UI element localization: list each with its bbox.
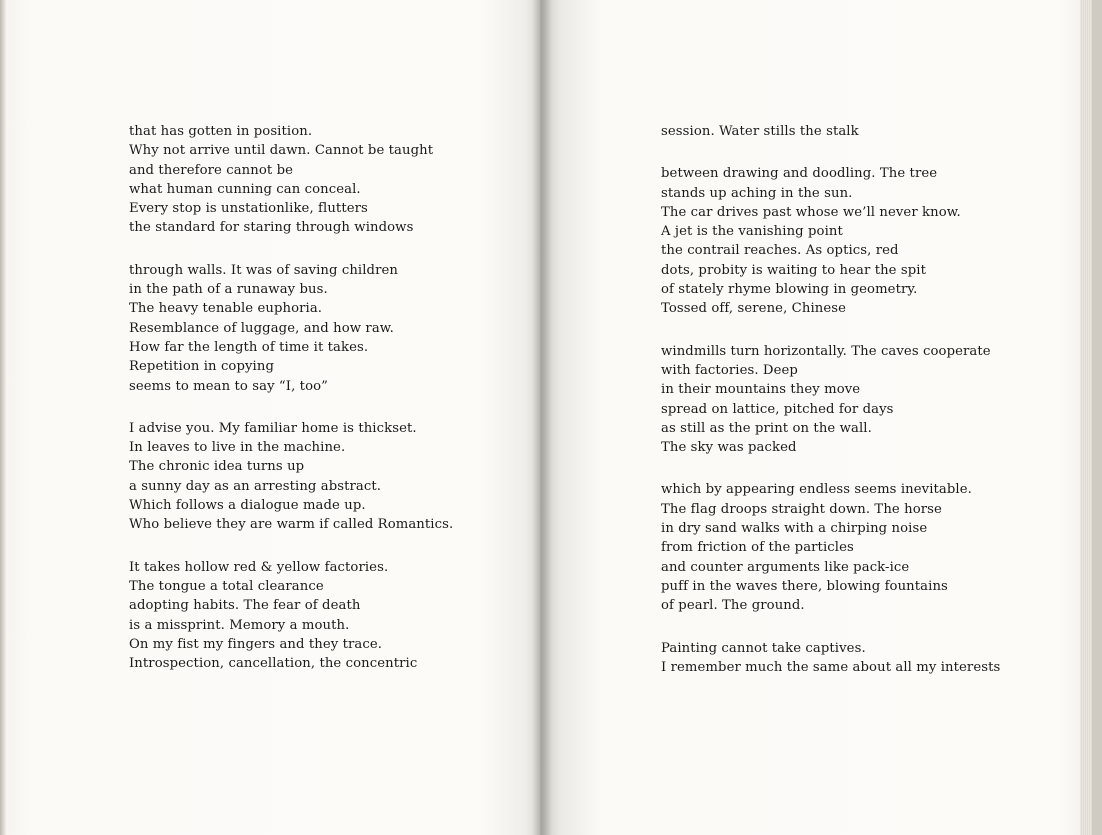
- poem-line: and counter arguments like pack-ice: [661, 559, 910, 575]
- book-gutter: [532, 0, 552, 835]
- stanza: [661, 639, 1000, 678]
- poem-line: the standard for staring through windows: [129, 220, 414, 236]
- stanza: [129, 261, 453, 396]
- poem-line: I advise you. My familiar home is thickset.: [129, 420, 417, 436]
- poem-line: of pearl. The ground.: [661, 598, 805, 614]
- poem-line: The chronic idea turns up: [129, 459, 305, 475]
- poem-line: as still as the print on the wall.: [661, 420, 872, 436]
- poem-line: seems to mean to say “I, too”: [129, 378, 328, 394]
- right-page-edge: [1080, 0, 1092, 835]
- poem-line: The heavy tenable euphoria.: [129, 301, 323, 317]
- poem-line: Resemblance of luggage, and how raw.: [129, 320, 394, 336]
- poem-line: dots, probity is waiting to hear the spit: [661, 262, 927, 278]
- poem-line: is a missprint. Memory a mouth.: [129, 617, 350, 633]
- poem-line: Every stop is unstationlike, flutters: [129, 201, 368, 217]
- poem-line: in dry sand walks with a chirping noise: [661, 521, 928, 537]
- poem-line: On my fist my fingers and they trace.: [129, 636, 383, 652]
- poem-line: Repetition in copying: [129, 359, 275, 375]
- poem-line: stands up aching in the sun.: [661, 185, 853, 201]
- stanza: [661, 342, 1000, 458]
- stanza: [661, 122, 1000, 141]
- poem-line: windmills turn horizontally. The caves cooperate: [661, 343, 991, 359]
- poem-line: and therefore cannot be: [129, 162, 294, 178]
- poem-line: the contrail reaches. As optics, red: [661, 243, 899, 259]
- poem-line: adopting habits. The fear of death: [129, 598, 361, 614]
- poem-line: which by appearing endless seems inevitable.: [661, 482, 972, 498]
- poem-line: In leaves to live in the machine.: [129, 440, 346, 456]
- poem-line: Introspection, cancellation, the concentric: [129, 656, 418, 672]
- poem-line: Who believe they are warm if called Romantics.: [129, 517, 454, 533]
- poem-line: from friction of the particles: [661, 540, 854, 556]
- poem-line: that has gotten in position.: [129, 124, 313, 139]
- poem-line: Painting cannot take captives.: [661, 640, 866, 656]
- right-page: [540, 0, 1092, 835]
- poem-line: The sky was packed: [661, 440, 797, 456]
- poem-line: I remember much the same about all my interests: [661, 659, 1001, 675]
- poem-line: It takes hollow red & yellow factories.: [129, 559, 389, 575]
- poem-line: a sunny day as an arresting abstract.: [129, 478, 382, 494]
- right-page-text: [661, 122, 1000, 700]
- poem-line: A jet is the vanishing point: [661, 224, 843, 240]
- left-page-text: [129, 122, 453, 696]
- poem-line: Why not arrive until dawn. Cannot be taught: [129, 143, 434, 159]
- stanza: [129, 558, 453, 674]
- left-page: [0, 0, 540, 835]
- poem-line: The flag droops straight down. The horse: [661, 501, 942, 517]
- poem-line: Which follows a dialogue made up.: [129, 498, 366, 514]
- stanza: [661, 480, 1000, 615]
- poem-line: of stately rhyme blowing in geometry.: [661, 282, 918, 298]
- stanza: [129, 419, 453, 535]
- poem-line: Tossed off, serene, Chinese: [661, 301, 847, 317]
- stanza: [661, 164, 1000, 318]
- poem-line: The tongue a total clearance: [129, 578, 324, 594]
- poem-line: How far the length of time it takes.: [129, 339, 369, 355]
- poem-line: in the path of a runaway bus.: [129, 282, 328, 298]
- poem-line: between drawing and doodling. The tree: [661, 166, 938, 182]
- poem-line: with factories. Deep: [661, 362, 798, 378]
- poem-line: spread on lattice, pitched for days: [661, 401, 894, 417]
- poem-line: The car drives past whose we’ll never know.: [661, 204, 961, 220]
- stanza: [129, 122, 453, 238]
- poem-line: puff in the waves there, blowing fountains: [661, 578, 948, 594]
- poem-line: in their mountains they move: [661, 382, 861, 398]
- poem-line: through walls. It was of saving children: [129, 262, 398, 278]
- poem-line: what human cunning can conceal.: [129, 181, 361, 197]
- poem-line: session. Water stills the stalk: [661, 124, 859, 139]
- left-page-edge: [0, 0, 6, 835]
